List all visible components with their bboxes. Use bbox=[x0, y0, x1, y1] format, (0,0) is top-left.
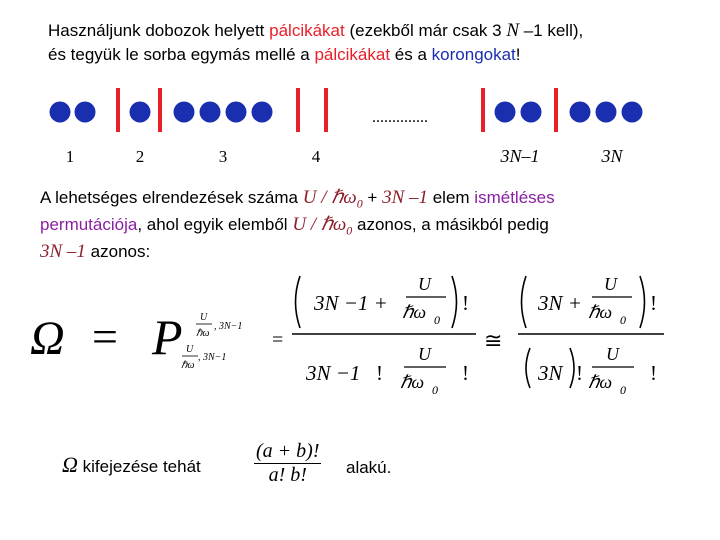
disk bbox=[50, 102, 71, 123]
text2-text: azonos, a másikból pedig bbox=[352, 215, 549, 234]
disk bbox=[495, 102, 516, 123]
main-formula bbox=[0, 268, 720, 418]
disk bbox=[130, 102, 151, 123]
stick bbox=[324, 88, 328, 132]
den2-excl: ! bbox=[576, 361, 583, 385]
math-3N-minus-1: 3N –1 bbox=[382, 187, 428, 208]
paren-right-num1 bbox=[452, 276, 457, 328]
disk bbox=[174, 102, 195, 123]
math-3N-minus-1: 3N –1 bbox=[40, 241, 86, 262]
math-subscript-0: 0 bbox=[356, 196, 363, 211]
text2-line-1 bbox=[40, 187, 555, 214]
num1-3N-1-plus: 3N −1 + bbox=[314, 291, 388, 315]
paren-left-num1 bbox=[296, 276, 301, 328]
math-U-over-hbar-omega: U / ℏω bbox=[302, 187, 357, 208]
position-label-3: 3 bbox=[218, 147, 228, 166]
disk bbox=[226, 102, 247, 123]
text2-text: , ahol egyik elemből bbox=[137, 215, 293, 234]
highlight-sticks: pálcikákat bbox=[269, 21, 345, 40]
sub-hbar-omega: ℏω bbox=[181, 360, 195, 371]
bottom-line-left bbox=[62, 452, 201, 478]
omega-symbol-small: Ω bbox=[62, 452, 78, 477]
intro-text: (ezekből már csak 3 bbox=[344, 21, 507, 40]
stick bbox=[554, 88, 558, 132]
text2-text: elem bbox=[428, 188, 475, 207]
highlight-ismetleses: ismétléses bbox=[474, 188, 555, 207]
bottom-text: kifejezése tehát bbox=[77, 457, 201, 476]
sub-U: U bbox=[186, 344, 194, 355]
binomial-frac bbox=[254, 440, 321, 487]
math-subscript-0: 0 bbox=[346, 223, 353, 238]
paren-left-num2 bbox=[522, 276, 527, 328]
position-label-3N-1: 3N–1 bbox=[500, 146, 540, 166]
stick bbox=[116, 88, 120, 132]
binomial-numerator: (a + b)! bbox=[256, 440, 320, 462]
intro-line-2 bbox=[48, 44, 521, 66]
text2-line-3 bbox=[40, 241, 150, 263]
intro-text: –1 kell), bbox=[519, 21, 584, 40]
sup-U: U bbox=[200, 312, 208, 323]
disk bbox=[521, 102, 542, 123]
binomial-fraction bbox=[254, 440, 321, 487]
intro-text: és tegyük le sorba egymás mellé a bbox=[48, 45, 315, 64]
disk bbox=[570, 102, 591, 123]
ellipsis: .............. bbox=[372, 109, 428, 126]
disks-and-sticks-row bbox=[0, 80, 720, 175]
intro-line-1 bbox=[48, 20, 583, 42]
disk bbox=[252, 102, 273, 123]
disk bbox=[622, 102, 643, 123]
num2-U: U bbox=[604, 274, 617, 294]
den1-U: U bbox=[418, 344, 431, 364]
approx-sign: ≅ bbox=[484, 328, 503, 353]
stick bbox=[296, 88, 300, 132]
binomial-denominator: a! b! bbox=[268, 464, 307, 486]
equals-sign-2: = bbox=[272, 329, 284, 351]
paren-right-den2 bbox=[570, 348, 574, 388]
intro-text: Használjunk dobozok helyett bbox=[48, 21, 270, 40]
den1-zero: 0 bbox=[432, 383, 438, 397]
disk bbox=[596, 102, 617, 123]
position-label-4: 4 bbox=[311, 147, 321, 166]
den2-U: U bbox=[606, 344, 619, 364]
math-N: N bbox=[506, 20, 519, 41]
text2-text: A lehetséges elrendezések száma bbox=[40, 188, 303, 207]
bottom-line-right: alakú. bbox=[346, 458, 392, 477]
stick bbox=[158, 88, 162, 132]
disk bbox=[200, 102, 221, 123]
den2-hbar-omega: ℏω bbox=[588, 372, 613, 392]
text2-line-2 bbox=[40, 214, 549, 241]
num1-excl: ! bbox=[462, 291, 469, 315]
paren-left-den2 bbox=[526, 348, 530, 388]
position-label-2: 2 bbox=[135, 147, 145, 166]
den1-hbar-omega: ℏω bbox=[400, 372, 425, 392]
highlight-sticks: pálcikákat bbox=[314, 45, 391, 64]
den1-excl-2: ! bbox=[462, 361, 469, 385]
num1-U: U bbox=[418, 274, 431, 294]
position-label-3N: 3N bbox=[601, 146, 623, 166]
intro-text: és a bbox=[390, 45, 432, 64]
stick bbox=[481, 88, 485, 132]
equals-sign: = bbox=[92, 311, 118, 362]
intro-text: ! bbox=[515, 45, 521, 64]
den1-excl: ! bbox=[376, 361, 383, 385]
sub-3N-1: , 3N−1 bbox=[198, 352, 227, 363]
text2-text: azonos: bbox=[85, 242, 151, 261]
den2-excl-2: ! bbox=[650, 361, 657, 385]
highlight-disks: korongokat bbox=[431, 45, 516, 64]
num1-zero: 0 bbox=[434, 313, 440, 327]
sup-hbar-omega: ℏω bbox=[196, 328, 210, 339]
den2-zero: 0 bbox=[620, 383, 626, 397]
permutation-P: P bbox=[152, 309, 183, 365]
num1-hbar-omega: ℏω bbox=[402, 302, 427, 322]
den1-3N-1: 3N −1 bbox=[306, 361, 361, 385]
omega-symbol: Ω bbox=[30, 312, 65, 365]
num2-3N-plus: 3N + bbox=[538, 291, 582, 315]
sup-3N-1: , 3N−1 bbox=[214, 321, 243, 332]
text2-text: + bbox=[362, 188, 383, 207]
disk bbox=[75, 102, 96, 123]
num2-zero: 0 bbox=[620, 313, 626, 327]
position-label-1: 1 bbox=[65, 147, 75, 166]
paren-right-num2 bbox=[640, 276, 645, 328]
highlight-permutacioja: permutációja bbox=[40, 215, 138, 234]
math-U-over-hbar-omega: U / ℏω bbox=[292, 214, 347, 235]
num2-hbar-omega: ℏω bbox=[588, 302, 613, 322]
den2-3N: 3N bbox=[538, 361, 563, 385]
num2-excl: ! bbox=[650, 291, 657, 315]
